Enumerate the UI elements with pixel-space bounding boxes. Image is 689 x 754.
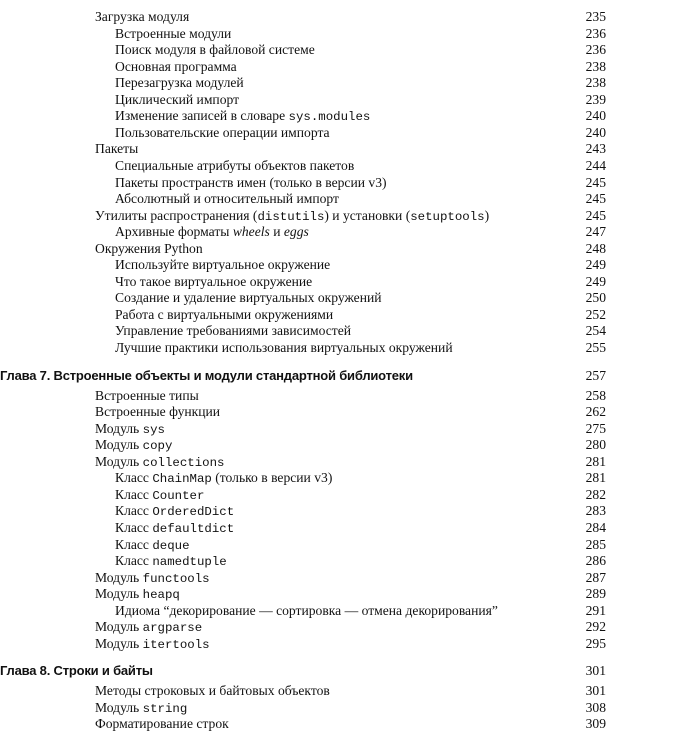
title-text: Класс <box>115 520 153 535</box>
toc-entry-title <box>115 520 234 537</box>
toc-entry-title <box>115 323 351 339</box>
title-text: Класс <box>115 503 153 518</box>
toc-entry-title <box>115 158 354 174</box>
toc-entry <box>0 9 689 25</box>
title-text: Поиск модуля в файловой системе <box>115 42 315 57</box>
chapter-heading <box>0 368 689 384</box>
toc-entry-title <box>95 636 210 653</box>
toc-entry <box>0 42 689 58</box>
code-identifier: collections <box>142 456 225 470</box>
title-text: Лучшие практики использования виртуальных окружений <box>115 340 453 355</box>
toc-entry-title <box>115 42 315 58</box>
page-number: 245 <box>585 191 606 206</box>
toc-entry-title <box>95 208 489 225</box>
toc-entry <box>0 619 689 635</box>
toc-entry <box>0 586 689 602</box>
code-identifier: Counter <box>152 489 205 503</box>
toc-entry-title <box>115 125 330 141</box>
toc-entry-title <box>115 92 239 108</box>
title-text: Пользовательские операции импорта <box>115 125 330 140</box>
toc-entry-title <box>95 586 180 603</box>
page-number: 281 <box>585 470 606 485</box>
toc-entry <box>0 323 689 339</box>
toc-entry-title <box>115 470 332 487</box>
page-number: 284 <box>585 520 606 535</box>
toc-entry-title <box>115 274 312 290</box>
toc-entry <box>0 224 689 240</box>
title-text: Окружения Python <box>95 241 203 256</box>
title-text: Встроенные типы <box>95 388 199 403</box>
page-number: 236 <box>585 42 606 57</box>
title-text: Встроенные модули <box>115 26 232 41</box>
toc-entry-title <box>95 241 203 257</box>
toc-entry-title <box>115 290 382 306</box>
code-identifier: string <box>142 702 188 716</box>
page-number: 252 <box>585 307 606 322</box>
page-number: 245 <box>585 175 606 190</box>
toc-entry-title <box>115 175 387 191</box>
toc-entry <box>0 274 689 290</box>
title-text: Архивные форматы <box>115 224 233 239</box>
toc-entry-title <box>115 307 333 323</box>
title-text: Глава 7. Встроенные объекты и модули стандартной библиотеки <box>0 368 413 383</box>
page-number: 283 <box>585 503 606 518</box>
toc-entry <box>0 340 689 356</box>
page-number: 292 <box>585 619 606 634</box>
page-number: 301 <box>585 683 606 698</box>
toc-entry <box>0 520 689 536</box>
code-identifier: ChainMap <box>152 472 212 486</box>
page-number: 236 <box>585 26 606 41</box>
toc-entry <box>0 470 689 486</box>
toc-entry-title <box>95 700 187 717</box>
title-text: Утилиты распространения ( <box>95 208 258 223</box>
toc-entry-title <box>95 388 199 404</box>
toc-entry-title <box>115 487 204 504</box>
title-text: Класс <box>115 487 153 502</box>
emphasis-text: wheels <box>232 224 270 239</box>
page-number: 238 <box>585 75 606 90</box>
toc-entry-title <box>95 619 202 636</box>
toc-entry <box>0 75 689 91</box>
title-text: Модуль <box>95 700 143 715</box>
toc-entry <box>0 141 689 157</box>
toc-entry-title <box>115 257 330 273</box>
title-text: Основная программа <box>115 59 237 74</box>
page-number: 244 <box>585 158 606 173</box>
page-number: 262 <box>585 404 606 419</box>
code-identifier: copy <box>142 439 173 453</box>
toc-entry-title <box>115 553 227 570</box>
toc-entry-title <box>95 716 229 732</box>
page-number: 257 <box>585 368 606 383</box>
title-text: Пакеты пространств имен (только в версии v3) <box>115 175 387 190</box>
toc-entry <box>0 208 689 224</box>
code-identifier: setuptools <box>410 210 485 224</box>
page-number: 235 <box>585 9 606 24</box>
page-number: 285 <box>585 537 606 552</box>
toc-entry-title <box>95 683 330 699</box>
toc-entry <box>0 683 689 699</box>
title-text: Модуль <box>95 454 143 469</box>
toc-entry-title <box>95 570 210 587</box>
title-text: Идиома “декорирование — сортировка — отмена декорирования” <box>115 603 498 618</box>
code-identifier: OrderedDict <box>152 505 235 519</box>
toc-entry-title <box>115 191 339 207</box>
toc-entry <box>0 191 689 207</box>
title-text: Класс <box>115 470 153 485</box>
title-text: Пакеты <box>95 141 139 156</box>
toc-entry <box>0 388 689 404</box>
page-number: 247 <box>585 224 606 239</box>
toc-entry <box>0 487 689 503</box>
title-text: (только в версии v3) <box>211 470 333 485</box>
page-number: 280 <box>585 437 606 452</box>
toc-entry <box>0 92 689 108</box>
page-number: 240 <box>585 108 606 123</box>
code-identifier: distutils <box>257 210 325 224</box>
toc-entry <box>0 636 689 652</box>
title-text: Модуль <box>95 636 143 651</box>
title-text: Изменение записей в словаре <box>115 108 289 123</box>
toc-entry-title <box>0 368 413 384</box>
title-text: Форматирование строк <box>95 716 229 731</box>
title-text: и <box>269 224 284 239</box>
toc-entry <box>0 603 689 619</box>
title-text: Работа с виртуальными окружениями <box>115 307 334 322</box>
title-text: Что такое виртуальное окружение <box>115 274 313 289</box>
page-number: 249 <box>585 274 606 289</box>
toc-entry <box>0 125 689 141</box>
toc-entry-title <box>115 603 498 619</box>
toc-entry <box>0 437 689 453</box>
page-number: 239 <box>585 92 606 107</box>
page-number: 291 <box>585 603 606 618</box>
page-number: 287 <box>585 570 606 585</box>
toc-entry <box>0 175 689 191</box>
toc-entry <box>0 108 689 124</box>
code-identifier: sys.modules <box>288 110 371 124</box>
toc-entry <box>0 404 689 420</box>
title-text: ) <box>484 208 490 223</box>
chapter-heading <box>0 663 689 679</box>
toc-entry <box>0 700 689 716</box>
code-identifier: functools <box>142 572 210 586</box>
page-number: 245 <box>585 208 606 223</box>
code-identifier: argparse <box>142 621 203 635</box>
toc-entry <box>0 59 689 75</box>
toc-entry-title <box>115 59 237 75</box>
page-number: 240 <box>585 125 606 140</box>
page-number: 282 <box>585 487 606 502</box>
toc-entry-title <box>115 537 190 554</box>
toc-entry <box>0 454 689 470</box>
title-text: Специальные атрибуты объектов пакетов <box>115 158 355 173</box>
code-identifier: deque <box>152 539 190 553</box>
toc-entry <box>0 553 689 569</box>
title-text: Модуль <box>95 619 143 634</box>
page-number: 309 <box>585 716 606 731</box>
toc-entry <box>0 537 689 553</box>
page-number: 254 <box>585 323 606 338</box>
page-number: 281 <box>585 454 606 469</box>
toc-entry <box>0 158 689 174</box>
toc-entry-title <box>95 421 165 438</box>
page-number: 250 <box>585 290 606 305</box>
page-number: 275 <box>585 421 606 436</box>
title-text: Класс <box>115 553 153 568</box>
page-number: 295 <box>585 636 606 651</box>
page-number: 286 <box>585 553 606 568</box>
toc-entry-title <box>115 340 453 356</box>
page-number: 308 <box>585 700 606 715</box>
toc-entry-title <box>115 503 234 520</box>
code-identifier: defaultdict <box>152 522 235 536</box>
page-number: 248 <box>585 241 606 256</box>
toc-entry-title <box>115 224 309 240</box>
toc-entry <box>0 503 689 519</box>
title-text: Модуль <box>95 586 143 601</box>
title-text: Глава 8. Строки и байты <box>0 663 153 678</box>
page-number: 238 <box>585 59 606 74</box>
title-text: Встроенные функции <box>95 404 221 419</box>
toc-entry <box>0 257 689 273</box>
toc-entry <box>0 421 689 437</box>
page-number: 258 <box>585 388 606 403</box>
toc-entry-title <box>0 663 153 679</box>
toc-entry <box>0 26 689 42</box>
toc-entry <box>0 290 689 306</box>
toc-entry-title <box>95 454 224 471</box>
toc-entry <box>0 570 689 586</box>
code-identifier: itertools <box>142 638 210 652</box>
title-text: Создание и удаление виртуальных окружений <box>115 290 382 305</box>
toc-entry-title <box>95 141 138 157</box>
title-text: Методы строковых и байтовых объектов <box>95 683 330 698</box>
title-text: Модуль <box>95 421 143 436</box>
title-text: Управление требованиями зависимостей <box>115 323 351 338</box>
toc-entry-title <box>95 437 172 454</box>
emphasis-text: eggs <box>283 224 309 239</box>
toc-entry-title <box>115 108 370 125</box>
title-text: Модуль <box>95 437 143 452</box>
page-number: 289 <box>585 586 606 601</box>
title-text: Циклический импорт <box>115 92 240 107</box>
code-identifier: namedtuple <box>152 555 227 569</box>
toc-entry <box>0 241 689 257</box>
toc-entry <box>0 716 689 732</box>
title-text: Модуль <box>95 570 143 585</box>
toc-entry-title <box>95 404 220 420</box>
title-text: Класс <box>115 537 153 552</box>
title-text: Загрузка модуля <box>95 9 190 24</box>
toc-entry-title <box>115 75 244 91</box>
title-text: Абсолютный и относительный импорт <box>115 191 339 206</box>
page-number: 301 <box>585 663 606 678</box>
page-number: 249 <box>585 257 606 272</box>
title-text: Перезагрузка модулей <box>115 75 244 90</box>
title-text: ) и установки ( <box>324 208 411 223</box>
code-identifier: heapq <box>142 588 180 602</box>
toc-entry-title <box>115 26 231 42</box>
page-number: 243 <box>585 141 606 156</box>
title-text: Используйте виртуальное окружение <box>115 257 331 272</box>
toc-entry <box>0 307 689 323</box>
page-number: 255 <box>585 340 606 355</box>
toc-entry-title <box>95 9 189 25</box>
code-identifier: sys <box>142 423 165 437</box>
